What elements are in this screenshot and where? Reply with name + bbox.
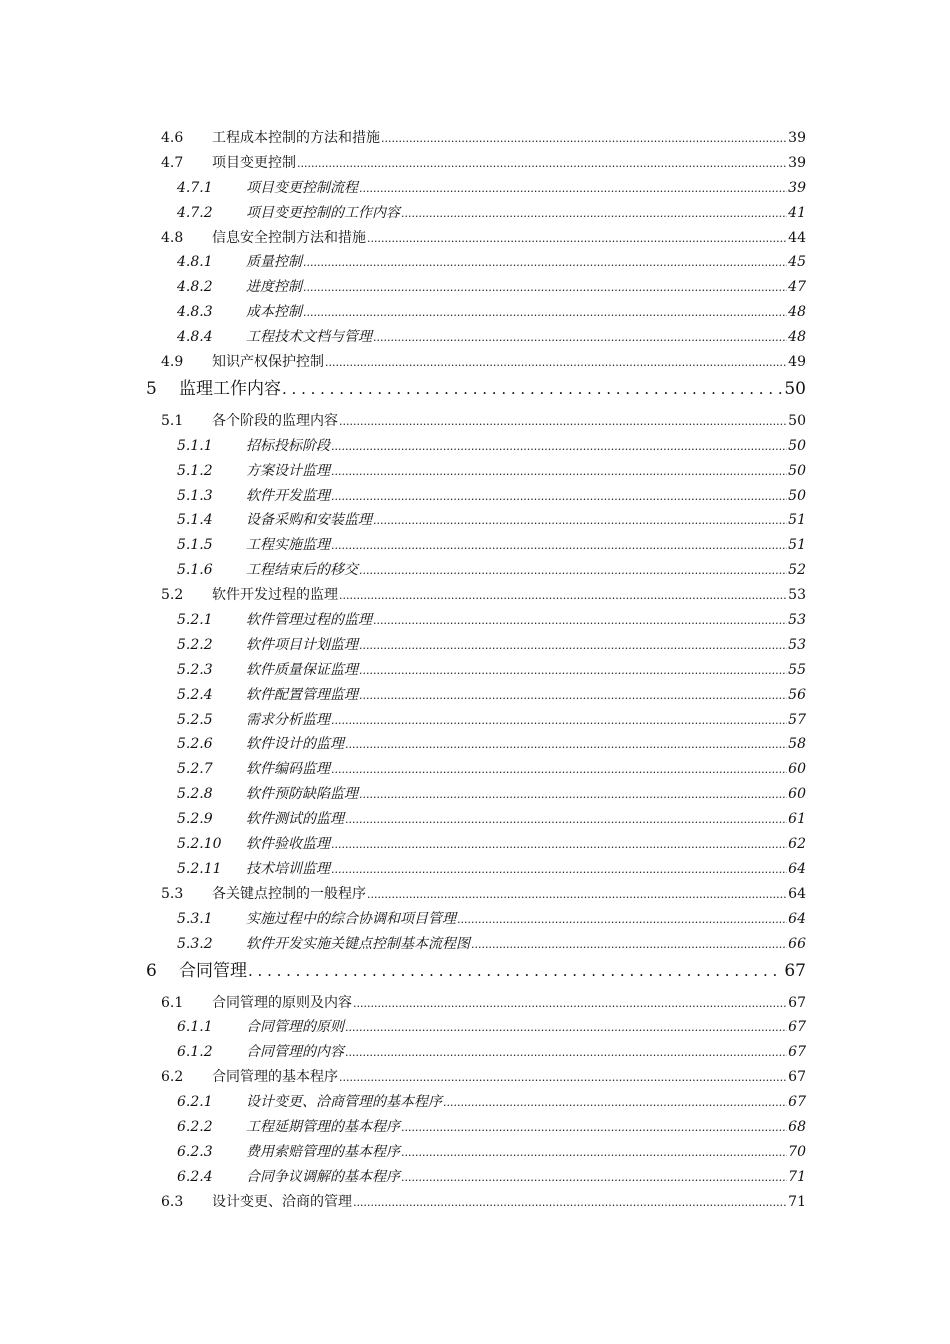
toc-dot-leader [401,1140,787,1165]
toc-entry-number: 5.2.5 [177,711,213,728]
toc-entry[interactable] [0,832,806,857]
toc-entry-title: 监理工作内容 [179,378,281,399]
toc-entry[interactable] [0,409,806,434]
toc-entry-page-number: 50 [784,378,806,399]
toc-dot-leader [367,882,787,907]
toc-entry[interactable] [0,757,806,782]
toc-entry[interactable] [0,375,806,409]
toc-dot-leader [345,1040,787,1065]
toc-dot-leader [303,250,787,275]
toc-entry[interactable] [0,558,806,583]
toc-entry-number: 6.3 [161,1193,184,1210]
toc-entry[interactable] [0,300,806,325]
toc-dot-leader [331,832,787,857]
toc-entry-title: 需求分析监理 [246,711,330,728]
toc-entry-title: 软件开发实施关键点控制基本流程图 [246,935,470,952]
toc-entry-title: 软件管理过程的监理 [246,612,372,629]
toc-entry[interactable] [0,708,806,733]
toc-entry-title: 合同管理的原则 [246,1019,344,1036]
toc-dot-leader [248,957,783,985]
toc-entry-page-number: 48 [788,329,806,346]
toc-entry-number: 4.8.1 [177,254,213,271]
toc-entry-number: 5.1.3 [177,487,213,504]
toc-entry-page-number: 60 [788,761,806,778]
toc-entry[interactable] [0,1190,806,1215]
toc-dot-leader [373,508,787,533]
toc-entry[interactable] [0,1115,806,1140]
toc-entry-number: 4.8.4 [177,329,213,346]
toc-entry-page-number: 67 [784,960,806,981]
toc-dot-leader [359,658,787,683]
toc-entry[interactable] [0,1090,806,1115]
toc-entry-title: 软件编码监理 [246,761,330,778]
toc-entry-page-number: 39 [788,154,806,171]
toc-entry[interactable] [0,459,806,484]
toc-entry[interactable] [0,991,806,1016]
toc-entry-number: 4.9 [161,354,184,371]
toc-entry[interactable] [0,658,806,683]
toc-entry-title: 软件开发监理 [246,487,330,504]
toc-entry-page-number: 58 [788,736,806,753]
toc-entry-title: 各个阶段的监理内容 [212,412,338,429]
toc-entry-number: 4.7.2 [177,204,213,221]
toc-entry-number: 5.2 [161,587,184,604]
toc-entry-page-number: 67 [788,1019,806,1036]
toc-entry-page-number: 50 [788,412,806,429]
toc-entry-page-number: 55 [788,661,806,678]
toc-dot-leader [282,375,783,403]
table-of-contents [0,126,950,1215]
toc-entry-page-number: 57 [788,711,806,728]
toc-entry-title: 设计变更、洽商管理的基本程序 [246,1094,442,1111]
toc-entry-title: 软件开发过程的监理 [212,587,338,604]
toc-dot-leader [339,409,787,434]
toc-dot-leader [471,932,787,957]
toc-dot-leader [345,807,787,832]
toc-entry-number: 5.1 [161,412,184,429]
toc-entry-title: 软件质量保证监理 [246,661,358,678]
toc-entry-number: 5.2.2 [177,636,213,653]
toc-entry-number: 5.2.11 [177,860,222,877]
toc-entry-number: 4.7.1 [177,179,213,196]
toc-entry-number: 6 [146,960,157,981]
toc-entry-number: 5.3 [161,885,184,902]
toc-entry[interactable] [0,201,806,226]
toc-dot-leader [303,275,787,300]
toc-entry-title: 合同管理的基本程序 [212,1069,338,1086]
toc-entry[interactable] [0,732,806,757]
toc-dot-leader [331,757,787,782]
toc-entry-title: 质量控制 [246,254,302,271]
toc-entry-number: 4.8 [161,229,184,246]
toc-entry-page-number: 50 [788,487,806,504]
toc-entry[interactable] [0,782,806,807]
toc-entry[interactable] [0,226,806,251]
toc-dot-leader [401,1115,787,1140]
toc-entry-page-number: 44 [788,229,806,246]
toc-dot-leader [339,583,787,608]
toc-entry-number: 6.2 [161,1069,184,1086]
toc-dot-leader [367,226,787,251]
toc-entry-title: 软件验收监理 [246,836,330,853]
toc-dot-leader [401,201,787,226]
toc-entry-number: 6.1.2 [177,1044,213,1061]
toc-entry-title: 软件测试的监理 [246,811,344,828]
toc-entry-page-number: 64 [788,860,806,877]
toc-entry-title: 设备采购和安装监理 [246,512,372,529]
toc-dot-leader [345,1015,787,1040]
toc-entry-title: 进度控制 [246,279,302,296]
toc-entry[interactable] [0,683,806,708]
toc-dot-leader [359,633,787,658]
toc-entry-page-number: 71 [788,1168,806,1185]
toc-entry-page-number: 52 [788,562,806,579]
toc-entry[interactable] [0,250,806,275]
toc-entry-number: 5.3.1 [177,910,213,927]
toc-dot-leader [339,1065,787,1090]
toc-dot-leader [359,176,787,201]
toc-dot-leader [401,1165,787,1190]
toc-entry-page-number: 53 [788,612,806,629]
toc-entry-page-number: 62 [788,836,806,853]
toc-entry-page-number: 67 [788,1069,806,1086]
toc-dot-leader [359,683,787,708]
toc-entry-page-number: 47 [788,279,806,296]
toc-entry[interactable] [0,907,806,932]
toc-entry-page-number: 53 [788,587,806,604]
toc-entry-title: 设计变更、洽商的管理 [212,1193,352,1210]
toc-entry-title: 项目变更控制的工作内容 [246,204,400,221]
toc-entry-title: 工程结束后的移交 [246,562,358,579]
toc-dot-leader [345,732,787,757]
toc-dot-leader [373,608,787,633]
toc-entry-title: 工程实施监理 [246,537,330,554]
toc-dot-leader [331,533,787,558]
toc-entry-title: 合同争议调解的基本程序 [246,1168,400,1185]
toc-entry[interactable] [0,1065,806,1090]
toc-entry-page-number: 41 [788,204,806,221]
toc-entry-number: 4.7 [161,154,184,171]
toc-entry-number: 5.1.6 [177,562,213,579]
toc-entry-number: 4.8.3 [177,304,213,321]
toc-entry-title: 合同管理 [179,960,247,981]
toc-entry[interactable] [0,583,806,608]
toc-entry-number: 5 [146,378,157,399]
toc-entry-number: 5.2.3 [177,661,213,678]
toc-dot-leader [331,708,787,733]
toc-entry-number: 6.2.1 [177,1094,213,1111]
toc-entry[interactable] [0,807,806,832]
toc-entry-number: 5.2.10 [177,836,222,853]
toc-entry-page-number: 64 [788,885,806,902]
toc-dot-leader [443,1090,787,1115]
toc-entry-number: 4.8.2 [177,279,213,296]
toc-entry[interactable] [0,1165,806,1190]
toc-entry-page-number: 67 [788,1044,806,1061]
toc-entry-page-number: 48 [788,304,806,321]
toc-dot-leader [331,484,787,509]
toc-entry-page-number: 60 [788,786,806,803]
toc-entry-title: 工程延期管理的基本程序 [246,1118,400,1135]
toc-entry-page-number: 39 [788,179,806,196]
toc-entry-number: 5.3.2 [177,935,213,952]
toc-dot-leader [353,1190,787,1215]
toc-entry[interactable] [0,932,806,957]
toc-entry-number: 6.1 [161,994,184,1011]
toc-entry-number: 6.2.4 [177,1168,213,1185]
toc-entry-page-number: 51 [788,537,806,554]
toc-entry[interactable] [0,857,806,882]
toc-entry-number: 5.1.2 [177,462,213,479]
toc-entry-title: 合同管理的内容 [246,1044,344,1061]
toc-entry-page-number: 66 [788,935,806,952]
toc-entry-number: 5.2.7 [177,761,213,778]
toc-entry-number: 5.2.4 [177,686,213,703]
toc-entry[interactable] [0,325,806,350]
toc-entry-number: 5.2.6 [177,736,213,753]
toc-entry-title: 项目变更控制 [212,154,296,171]
toc-entry-page-number: 71 [788,1193,806,1210]
toc-entry-number: 6.1.1 [177,1019,213,1036]
toc-entry-page-number: 70 [788,1143,806,1160]
toc-dot-leader [359,782,787,807]
toc-entry-page-number: 64 [788,910,806,927]
toc-entry-number: 5.1.1 [177,437,213,454]
toc-entry-page-number: 49 [788,354,806,371]
toc-dot-leader [457,907,787,932]
toc-entry-title: 各关键点控制的一般程序 [212,885,366,902]
toc-entry[interactable] [0,484,806,509]
toc-entry-page-number: 51 [788,512,806,529]
toc-entry[interactable] [0,957,806,991]
toc-entry[interactable] [0,350,806,375]
toc-entry[interactable] [0,533,806,558]
toc-entry[interactable] [0,126,806,151]
toc-entry-title: 方案设计监理 [246,462,330,479]
toc-entry[interactable] [0,608,806,633]
toc-entry-title: 知识产权保护控制 [212,354,324,371]
toc-entry-title: 费用索赔管理的基本程序 [246,1143,400,1160]
toc-entry-page-number: 50 [788,462,806,479]
toc-dot-leader [381,126,787,151]
toc-entry-number: 5.1.5 [177,537,213,554]
toc-entry-title: 软件预防缺陷监理 [246,786,358,803]
toc-entry-page-number: 39 [788,130,806,146]
toc-entry-number: 4.6 [161,130,184,146]
toc-entry[interactable] [0,176,806,201]
toc-dot-leader [373,325,787,350]
toc-entry-page-number: 56 [788,686,806,703]
toc-entry-number: 6.2.2 [177,1118,213,1135]
toc-entry-page-number: 67 [788,994,806,1011]
toc-entry-page-number: 45 [788,254,806,271]
toc-dot-leader [353,991,787,1016]
toc-entry-number: 5.2.8 [177,786,213,803]
toc-entry-title: 招标投标阶段 [246,437,330,454]
toc-dot-leader [325,350,787,375]
toc-entry[interactable] [0,633,806,658]
toc-entry-title: 工程技术文档与管理 [246,329,372,346]
toc-entry-page-number: 68 [788,1118,806,1135]
toc-entry-title: 信息安全控制方法和措施 [212,229,366,246]
toc-entry[interactable] [0,275,806,300]
toc-entry-number: 5.2.1 [177,612,213,629]
toc-entry-title: 软件项目计划监理 [246,636,358,653]
toc-entry-page-number: 53 [788,636,806,653]
toc-entry-title: 合同管理的原则及内容 [212,994,352,1011]
toc-entry[interactable] [0,434,806,459]
toc-entry-number: 5.2.9 [177,811,213,828]
toc-entry[interactable] [0,508,806,533]
toc-entry-title: 软件配置管理监理 [246,686,358,703]
toc-entry-number: 5.1.4 [177,512,213,529]
toc-dot-leader [331,459,787,484]
toc-dot-leader [297,151,787,176]
toc-entry-title: 工程成本控制的方法和措施 [212,130,380,146]
toc-dot-leader [331,857,787,882]
toc-dot-leader [331,434,787,459]
toc-entry-title: 软件设计的监理 [246,736,344,753]
toc-entry-page-number: 67 [788,1094,806,1111]
toc-entry-title: 实施过程中的综合协调和项目管理 [246,910,456,927]
toc-entry[interactable] [0,1140,806,1165]
toc-dot-leader [359,558,787,583]
toc-entry[interactable] [0,151,806,176]
toc-entry-page-number: 50 [788,437,806,454]
toc-entry[interactable] [0,882,806,907]
toc-dot-leader [303,300,787,325]
toc-entry-page-number: 61 [788,811,806,828]
toc-entry-title: 技术培训监理 [246,860,330,877]
toc-entry-number: 6.2.3 [177,1143,213,1160]
toc-entry-title: 成本控制 [246,304,302,321]
toc-entry-title: 项目变更控制流程 [246,179,358,196]
toc-entry[interactable] [0,1015,806,1040]
toc-entry[interactable] [0,1040,806,1065]
